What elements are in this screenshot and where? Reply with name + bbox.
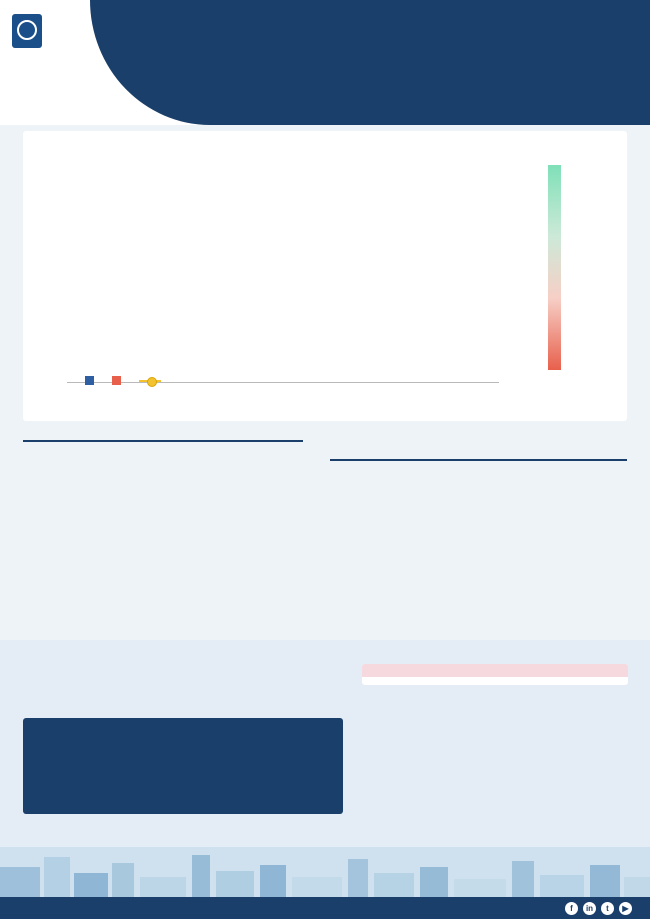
chart-legend bbox=[85, 376, 165, 385]
legend-swatch-blue bbox=[85, 376, 94, 385]
facebook-icon[interactable]: f bbox=[565, 902, 578, 915]
country-table bbox=[362, 664, 628, 685]
footer-bar bbox=[0, 897, 650, 919]
chart-card bbox=[23, 131, 627, 421]
bot-logo bbox=[12, 14, 49, 48]
bot-emblem-icon bbox=[12, 14, 42, 48]
section-3-body bbox=[23, 718, 343, 814]
chart-plot-area bbox=[67, 157, 499, 375]
legend-item-world-trade bbox=[112, 376, 125, 385]
legend-item-fx bbox=[139, 380, 165, 382]
skyline-illustration bbox=[0, 847, 650, 897]
table-header-row bbox=[362, 664, 628, 677]
legend-swatch-line bbox=[139, 380, 161, 382]
page-header bbox=[0, 0, 650, 125]
header-banner bbox=[90, 0, 650, 125]
twitter-icon[interactable]: t bbox=[601, 902, 614, 915]
linkedin-icon[interactable]: in bbox=[583, 902, 596, 915]
youtube-icon[interactable]: ▶ bbox=[619, 902, 632, 915]
legend-item-exports bbox=[85, 376, 98, 385]
section-1-rule bbox=[23, 440, 303, 442]
section-2-rule bbox=[330, 459, 627, 461]
page-footer bbox=[0, 847, 650, 919]
table-note bbox=[362, 677, 628, 685]
exchange-rate-colorbar bbox=[548, 165, 561, 370]
legend-swatch-red bbox=[112, 376, 121, 385]
